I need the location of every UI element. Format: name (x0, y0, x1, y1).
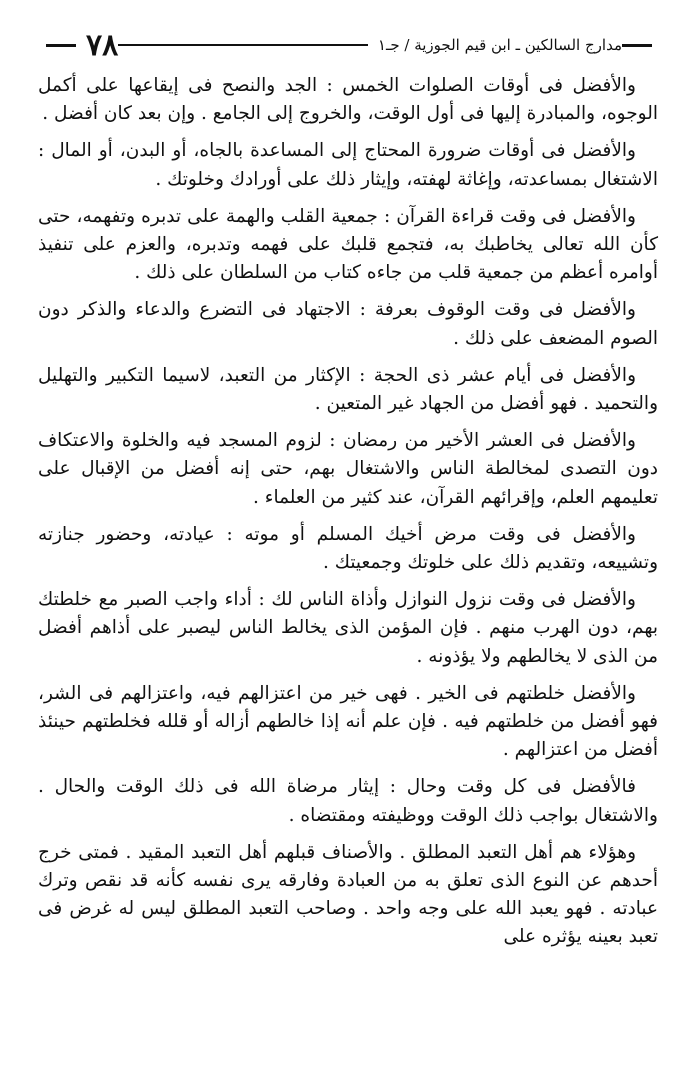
body-text (38, 72, 658, 952)
book-title: مدارج السالكين ـ ابن قيم الجوزية / جـ١ (377, 36, 622, 54)
header-rule-left (46, 44, 76, 47)
paragraph: والأفضل فى وقت الوقوف بعرفة : الاجتهاد فى التضرع والدعاء والذكر دون الصوم المضعف على ذلك . (38, 299, 658, 349)
paragraph: والأفضل فى وقت قراءة القرآن : جمعية القلب والهمة على تدبره وتفهمه، حتى كأن الله تعالى يخاطبك به، فتجمع قلبك على فهمه وتدبره، والعزم على تنفيذ أوامره أعظم من جمعية قلب من جاءه كتاب من السلطان على ذلك . (38, 205, 658, 284)
paragraph: فالأفضل فى كل وقت وحال : إيثار مرضاة الله فى ذلك الوقت والحال . والاشتغال بواجب ذلك الوقت ووظيفته ومقتضاه . (38, 776, 658, 826)
paragraph: والأفضل فى وقت نزول النوازل وأذاة الناس لك : أداء واجب الصبر مع خلطتك بهم، دون الهرب منهم . فإن المؤمن الذى يخالط الناس ليصبر على أذاهم أفضل من الذى لا يخالطهم ولا يؤذونه . (38, 589, 658, 667)
paragraph: وهؤلاء هم أهل التعبد المطلق . والأصناف قبلهم أهل التعبد المقيد . فمتى خرج أحدهم عن النوع الذى تعلق به من العبادة وفارقه يرى نفسه كأنه قد نقص وترك عبادته . فهو يعبد الله على وجه واحد . وصاحب التعبد المطلق ليس له غرض فى تعبد بعينه يؤثره على (38, 841, 658, 948)
paragraph: والأفضل فى العشر الأخير من رمضان : لزوم المسجد فيه والخلوة والاعتكاف دون التصدى لمخالطة الناس والاشتغال بهم، حتى إنه أفضل من الإقبال على تعليمهم العلم، وإقرائهم القرآن، عند كثير من العلماء . (38, 430, 658, 508)
paragraph: والأفضل فى أوقات الصلوات الخمس : الجد والنصح فى إيقاعها على أكمل الوجوه، والمبادرة إليها فى أول الوقت، والخروج إلى الجامع . وإن بعد كان أفضل . (38, 75, 658, 125)
paragraph: والأفضل فى أيام عشر ذى الحجة : الإكثار من التعبد، لاسيما التكبير والتهليل والتحميد . فهو أفضل من الجهاد غير المتعين . (38, 364, 658, 415)
header-rule (118, 44, 368, 46)
paragraph: والأفضل خلطتهم فى الخير . فهى خير من اعتزالهم فيه، واعتزالهم فى الشر، فهو أفضل من خلطتهم فيه . فإن علم أنه إذا خالطهم أزاله أو قلله فخلطتهم حينئذ أفضل من اعتزالهم . (38, 682, 658, 761)
page-number: ٧٨ (86, 27, 119, 63)
running-header (38, 28, 658, 62)
paragraph: والأفضل فى وقت مرض أخيك المسلم أو موته : عيادته، وحضور جنازته وتشييعه، وتقديم ذلك على خلوتك وجمعيتك . (38, 523, 658, 574)
paragraph: والأفضل فى أوقات ضرورة المحتاج إلى المساعدة بالجاه، أو البدن، أو المال : الاشتغال بمساعدته، وإغاثة لهفته، وإيثار ذلك على أورادك وخلوتك . (38, 140, 658, 190)
header-rule-right (622, 44, 652, 47)
